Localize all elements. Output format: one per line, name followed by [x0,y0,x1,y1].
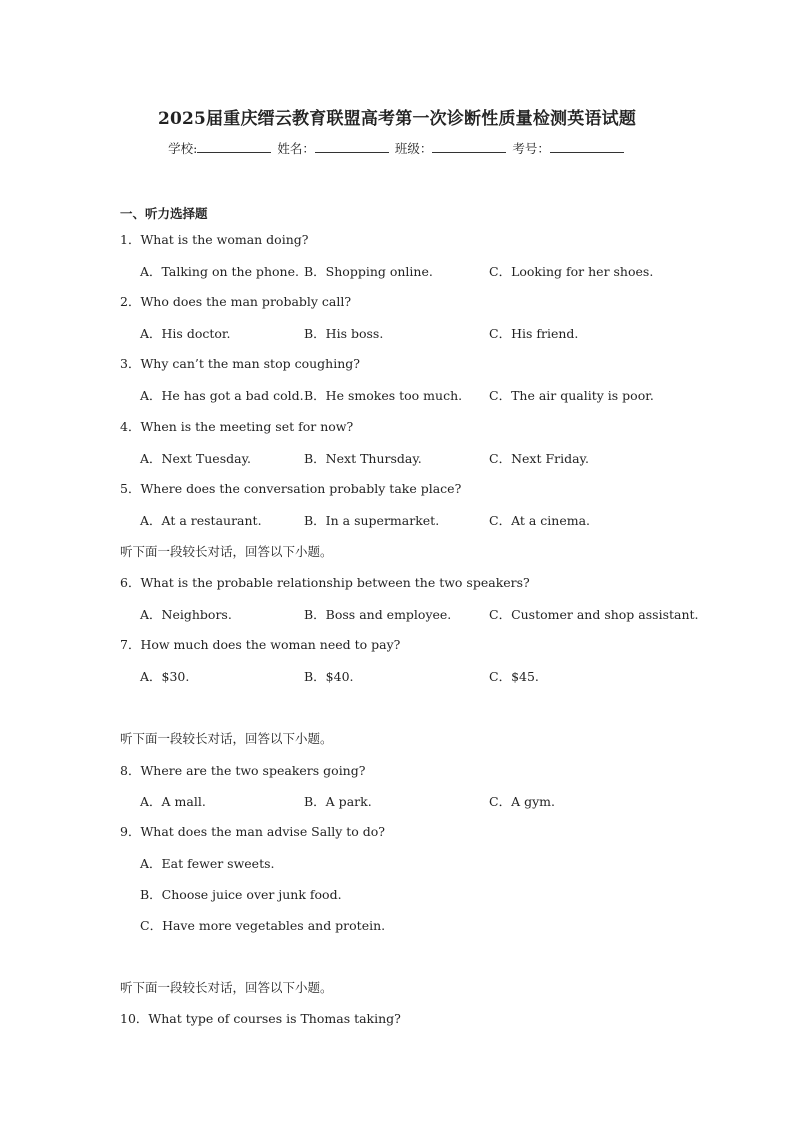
q5-option-b: B．In a supermarket. [304,513,440,528]
school-blank[interactable] [197,140,271,153]
name-blank[interactable] [315,140,389,153]
question-4: 4．When is the meeting set for now? [120,419,354,434]
q6-option-b: B．Boss and employee. [304,607,452,622]
question-9: 9．What does the man advise Sally to do? [120,824,385,839]
q2-option-a: A．His doctor. [140,326,231,341]
exam-number-label: 考号： [512,141,550,156]
q7-option-a: A．$30. [140,669,190,684]
q9-option-a: A．Eat fewer sweets. [140,856,275,871]
q1-option-b: B．Shopping online. [304,264,433,279]
instruction-1: 听下面一段较长对话，回答以下小题。 [120,544,333,559]
question-2: 2．Who does the man probably call? [120,294,352,309]
question-7: 7．How much does the woman need to pay? [120,637,401,652]
question-8: 8．Where are the two speakers going? [120,763,366,778]
q4-option-c: C．Next Friday. [489,451,589,466]
q4-option-a: A．Next Tuesday. [140,451,251,466]
q1-option-a: A．Talking on the phone. [140,264,299,279]
class-blank[interactable] [432,140,506,153]
student-info-row [0,139,794,157]
instruction-3: 听下面一段较长对话，回答以下小题。 [120,980,333,995]
question-6: 6．What is the probable relationship between the two speakers? [120,575,530,590]
class-label: 班级： [394,141,433,156]
q6-option-a: A．Neighbors. [140,607,232,622]
name-label: 姓名： [277,141,315,156]
q5-option-c: C．At a cinema. [489,513,591,528]
q6-option-c: C．Customer and shop assistant. [489,607,699,622]
exam-number-blank[interactable] [550,140,624,153]
q5-option-a: A．At a restaurant. [140,513,262,528]
q8-option-a: A．A mall. [140,794,206,809]
q9-option-b: B．Choose juice over junk food. [140,887,342,902]
q3-option-b: B．He smokes too much. [304,388,463,403]
q1-option-c: C．Looking for her shoes. [489,264,654,279]
question-10: 10．What type of courses is Thomas taking? [120,1011,401,1026]
q2-option-c: C．His friend. [489,326,579,341]
q9-option-c: C．Have more vegetables and protein. [140,918,386,933]
school-label: 学校: [168,141,198,156]
q2-option-b: B．His boss. [304,326,384,341]
instruction-2: 听下面一段较长对话，回答以下小题。 [120,731,333,746]
q8-option-b: B．A park. [304,794,372,809]
question-3: 3．Why can’t the man stop coughing? [120,356,360,371]
q7-option-c: C．$45. [489,669,539,684]
q4-option-b: B．Next Thursday. [304,451,422,466]
section-heading: 一、听力选择题 [120,206,208,221]
q3-option-c: C．The air quality is poor. [489,388,654,403]
question-1: 1．What is the woman doing? [120,232,309,247]
q7-option-b: B．$40. [304,669,354,684]
q3-option-a: A．He has got a bad cold. [140,388,304,403]
question-5: 5．Where does the conversation probably take place? [120,481,462,496]
exam-title: 2025届重庆缙云教育联盟高考第一次诊断性质量检测英语试题 [157,109,637,129]
q8-option-c: C．A gym. [489,794,555,809]
